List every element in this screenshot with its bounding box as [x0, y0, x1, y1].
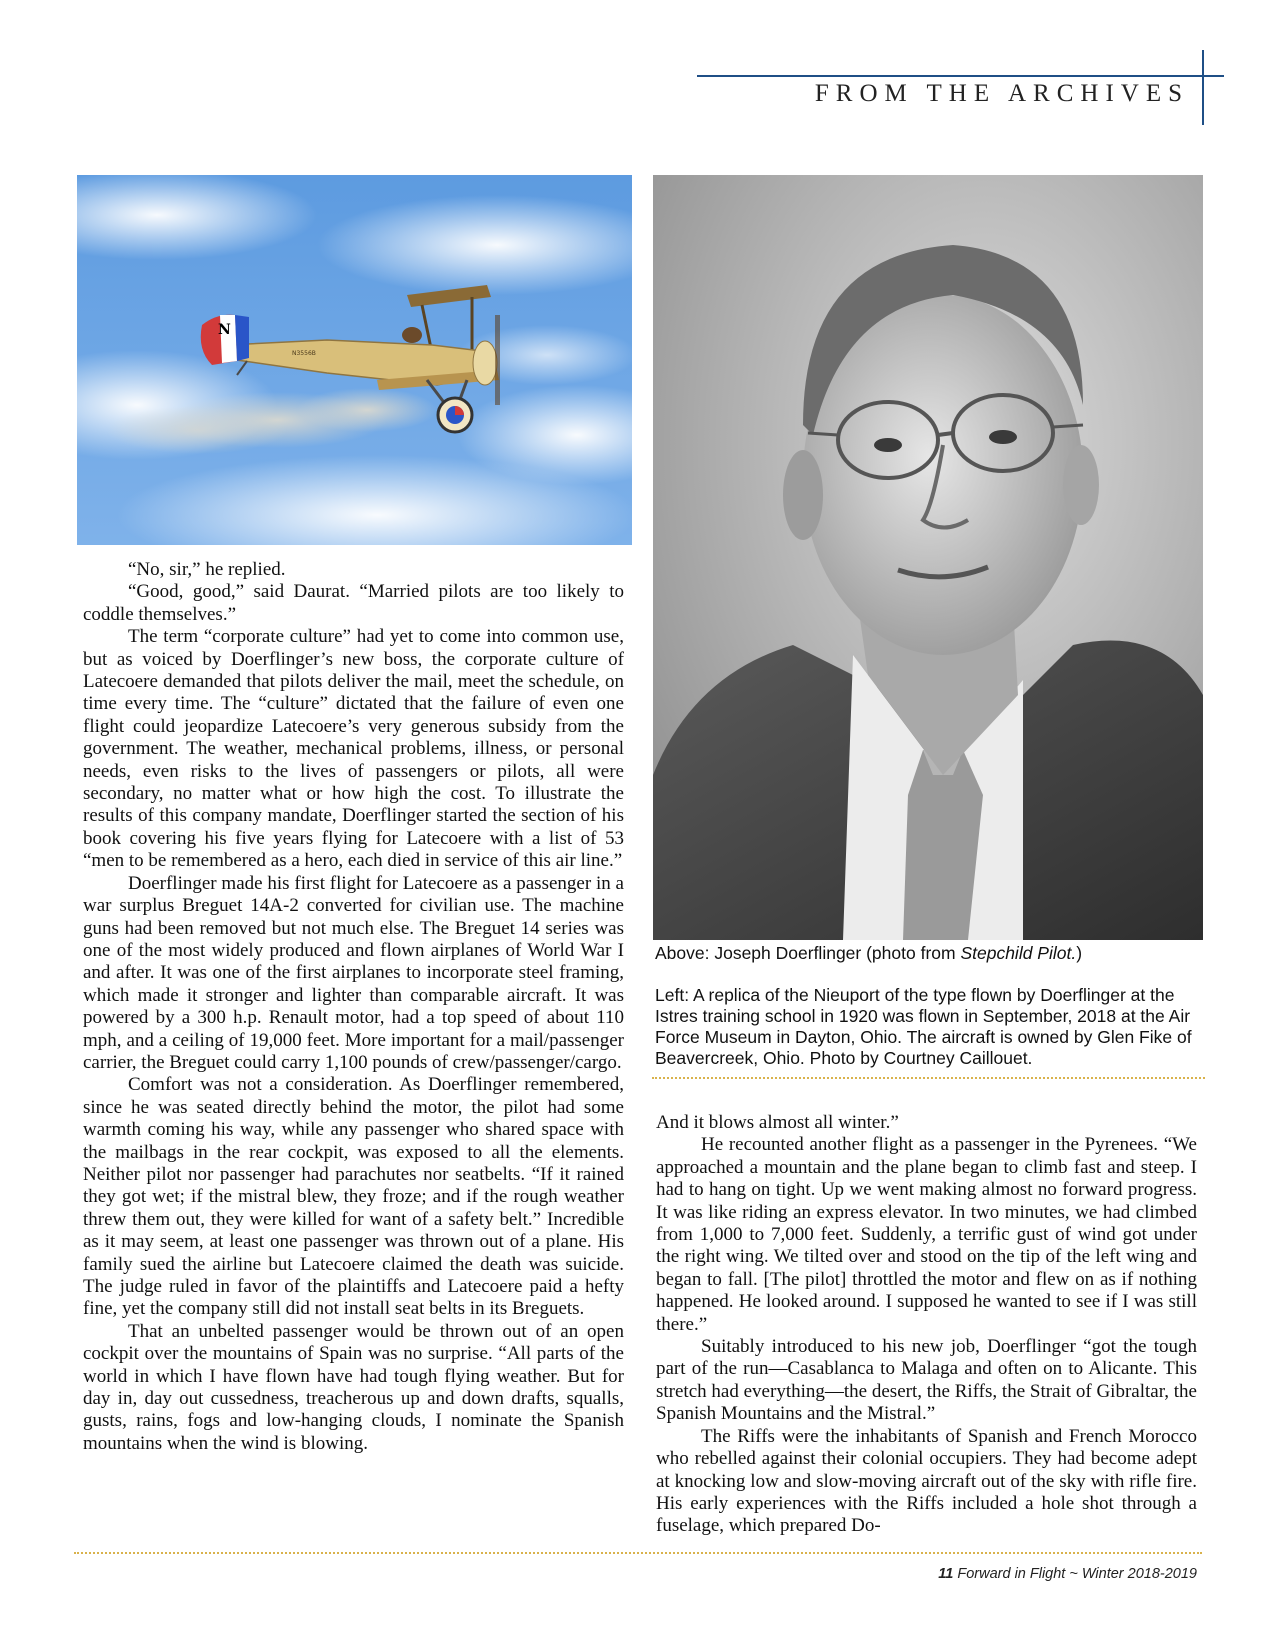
caption-left: Left: A replica of the Nieuport of the type flown by Doerflinger at the Istres training school in 1920 was flown in September, 2018 at the Air Force Museum in Dayton, Ohio. The aircraft is owned by Glen Fike of Beavercreek, Ohio. Photo by Courtney Caillouet. [655, 985, 1192, 1068]
article-column-left [83, 559, 624, 1455]
tail-letter: N [218, 322, 231, 338]
paragraph: That an unbelted passenger would be thrown out of an open cockpit over the mountains of Spain was no surprise. “All parts of the world in which I have flown have had tough flying weather. But for day in, day out cussedness, treacherous up and down drafts, squalls, gusts, rains, fogs and low-hanging clouds, I nominate the Spanish mountains when the wind is blowing. [83, 1320, 624, 1454]
header-rule [697, 75, 1224, 77]
section-title: FROM THE ARCHIVES [814, 80, 1189, 107]
plane-illustration [77, 175, 632, 545]
caption-above: Above: Joseph Doerflinger (photo from Stepchild Pilot.) [655, 943, 1083, 963]
article-column-right [656, 1112, 1197, 1538]
paragraph: Suitably introduced to his new job, Doerflinger “got the tough part of the run—Casablanca to Malaga and often on to Alicante. This stretch had everything—the desert, the Riffs, the Strait of Gibraltar, the Spanish Mountains and the Mistral.” [656, 1336, 1197, 1425]
paragraph: Doerflinger made his first flight for Latecoere as a passenger in a war surplus Breguet 14A-2 converted for civilian use. The machine guns had been removed but not much else. The Breguet 14 series was one of the most widely produced and flown airplanes of World War I and after. It was one of the first airplanes to incorporate steel framing, which made it stronger and lighter than comparable aircraft. It was powered by a 300 h.p. Renault motor, had a top speed of about 110 mph, and a ceiling of 19,000 feet. More important for a mail/passenger carrier, the Breguet could carry 1,100 pounds of crew/passenger/cargo. [83, 872, 624, 1073]
paragraph: “No, sir,” he replied. [128, 559, 286, 580]
page-footer [938, 1566, 1197, 1582]
paragraph: The Riffs were the inhabitants of Spanish and French Morocco who rebelled against their colonial occupiers. They had become adept at knocking low and slow-moving aircraft out of the sky with rifle fire. His early experiences with the Riffs included a hole shot through a fuselage, which prepared Do- [656, 1425, 1197, 1537]
paragraph: The term “corporate culture” had yet to come into common use, but as voiced by Doerflinger’s new boss, the corporate culture of Latecoere demanded that pilots deliver the mail, meet the schedule, on time every time. The “culture” dictated that the failure of even one flight could jeopardize Latecoere’s very generous subsidy from the government. The weather, mechanical problems, illness, or personal needs, even risks to the lives of passengers or pilots, all were secondary, no matter what or how high the cost. To illustrate the results of this company mandate, Doerflinger started the section of his book covering his five years flying for Latecoere with a list of 53 “men to be remembered as a hero, each died in service of this air line.” [83, 626, 624, 872]
photo-captions [655, 943, 1205, 1069]
paragraph: “Good, good,” said Daurat. “Married pilots are too likely to coddle themselves.” [83, 581, 624, 625]
caption-divider [652, 1077, 1205, 1079]
header-rule-vertical [1202, 50, 1204, 125]
publication-info: Forward in Flight ~ Winter 2018-2019 [953, 1566, 1197, 1582]
page-number: 11 [938, 1566, 954, 1582]
paragraph: Comfort was not a consideration. As Doerflinger remembered, since he was seated directly behind the motor, the pilot had some warmth coming his way, while any passenger who shared space with the mailbags in the rear cockpit, was exposed to all the elements. Neither pilot nor passenger had parachutes nor seatbelts. “If it rained they got wet; if the mistral blew, they froze; and if the rough weather threw them out, they were killed for want of a safety belt.” Incredible as it may seem, at least one passenger was thrown out of a plane. His family sued the airline but Latecoere claimed the death was suicide. The judge ruled in favor of the plaintiffs and Latecoere paid a hefty fine, yet the company still did not install seat belts in its Breguets. [83, 1074, 624, 1320]
paragraph: And it blows almost all winter.” [656, 1112, 899, 1133]
footer-divider [74, 1552, 1202, 1554]
plane-registration: N3556B [292, 350, 316, 357]
doerflinger-portrait-photo [653, 175, 1203, 940]
paragraph: He recounted another flight as a passenger in the Pyrenees. “We approached a mountain and the plane began to climb fast and steep. I had to hang on tight. Up we went making almost no forward progress. It was like riding an express elevator. In two minutes, we had climbed from 1,000 to 7,000 feet. Suddenly, a terrific gust of wind got under the right wing. We tilted over and stood on the tip of the left wing and began to fall. [The pilot] throttled the motor and flew on as if nothing happened. He looked around. I supposed he wanted to see if I was still there.” [656, 1134, 1197, 1335]
portrait-illustration [653, 175, 1203, 940]
nieuport-replica-photo [77, 175, 632, 545]
